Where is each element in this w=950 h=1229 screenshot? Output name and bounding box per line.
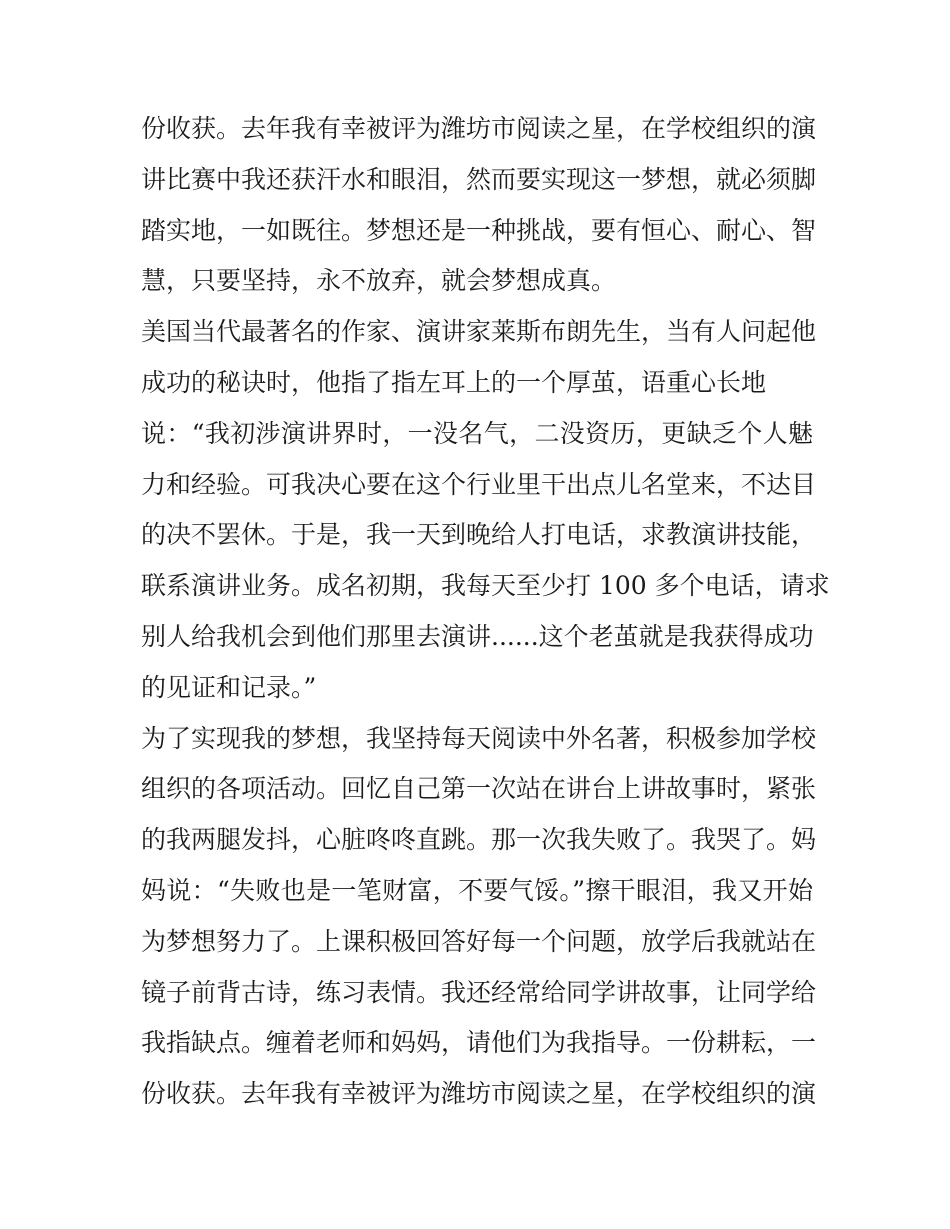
- text-line: 成功的秘诀时，他指了指左耳上的一个厚茧，语重心长地: [141, 367, 767, 397]
- text-line: 份收获。去年我有幸被评为潍坊市阅读之星，在学校组织的演: [141, 114, 817, 143]
- text-line: 的我两腿发抖，心脏咚咚直跳。那一次我失败了。我哭了。妈: [141, 825, 817, 855]
- text-line: 的决不罢休。于是，我一天到晚给人打电话，求教演讲技能，: [141, 520, 817, 550]
- text-line: 组织的各项活动。回忆自己第一次站在讲台上讲故事时，紧张: [141, 774, 817, 804]
- text-line: 联系演讲业务。成名初期，我每天至少打 100 多个电话，请求: [141, 571, 830, 601]
- text-line: 镜子前背古诗，练习表情。我还经常给同学讲故事，让同学给: [141, 977, 817, 1007]
- text-line: 踏实地，一如既往。梦想还是一种挑战，要有恒心、耐心、智: [141, 215, 817, 245]
- text-line: 别人给我机会到他们那里去演讲......这个老茧就是我获得成功: [141, 621, 814, 651]
- text-line: 的见证和记录。”: [141, 672, 317, 702]
- text-line: 美国当代最著名的作家、演讲家莱斯布朗先生，当有人问起他: [141, 317, 817, 347]
- text-line: 说：“我初涉演讲界时，一没名气，二没资历，更缺乏个人魅: [141, 418, 813, 448]
- text-line: 我指缺点。缠着老师和妈妈，请他们为我指导。一份耕耘，一: [141, 1028, 817, 1058]
- text-line: 份收获。去年我有幸被评为潍坊市阅读之星，在学校组织的演: [141, 1079, 817, 1109]
- document-body: [141, 104, 830, 1120]
- text-line: 力和经验。可我决心要在这个行业里干出点儿名堂来，不达目: [141, 469, 817, 499]
- text-line: 为了实现我的梦想，我坚持每天阅读中外名著，积极参加学校: [141, 723, 817, 753]
- text-line: 妈说：“失败也是一笔财富，不要气馁。”擦干眼泪，我又开始: [141, 875, 813, 905]
- text-line: 为梦想努力了。上课积极回答好每一个问题，放学后我就站在: [141, 926, 817, 956]
- text-line: 讲比赛中我还获汗水和眼泪，然而要实现这一梦想，就必须脚: [141, 164, 817, 194]
- text-line: 慧，只要坚持，永不放弃，就会梦想成真。: [141, 266, 617, 296]
